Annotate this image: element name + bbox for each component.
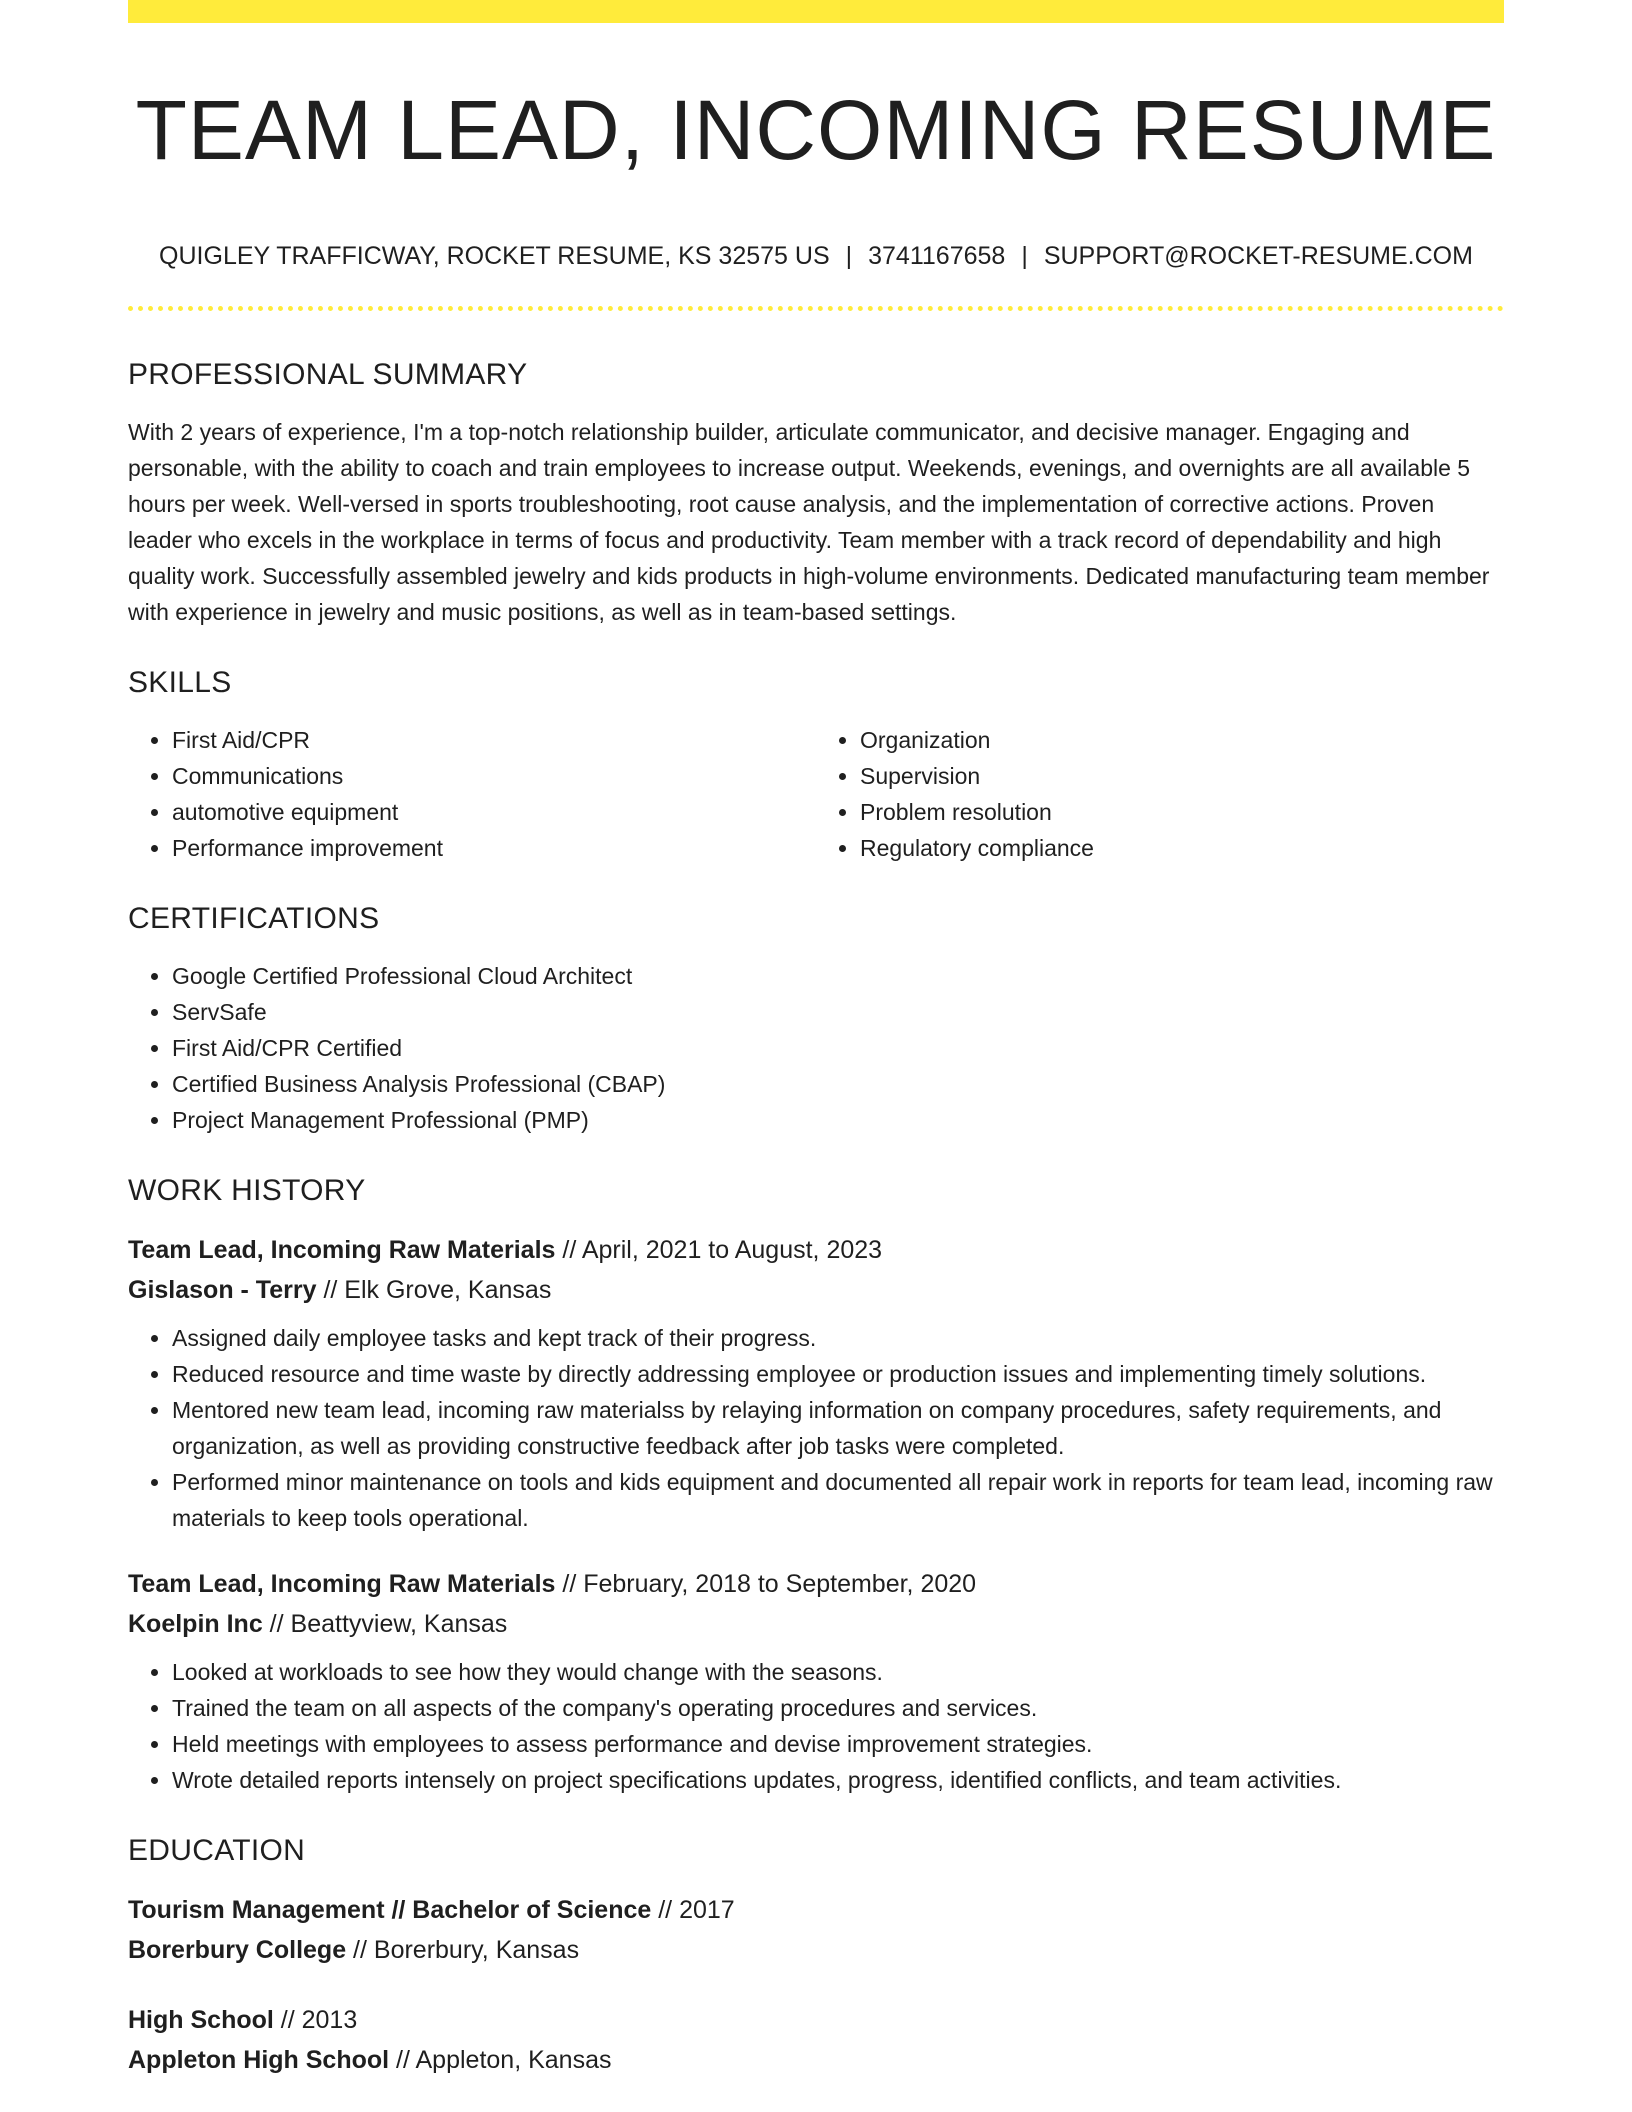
education-spacer: [128, 1970, 1504, 2000]
education-degree-line: [128, 2000, 1504, 2040]
skill-item: • Supervision: [860, 758, 1504, 794]
job-company-line: [128, 1270, 1504, 1310]
dotted-divider: [128, 306, 1504, 311]
skill-item: • Performance improvement: [172, 830, 816, 866]
education-school-line: [128, 1930, 1504, 1970]
certifications-section: [128, 894, 1504, 1138]
job-bullet: • Trained the team on all aspects of the company's operating procedures and services.: [172, 1690, 1504, 1726]
certification-item: • Certified Business Analysis Professional (CBAP): [172, 1066, 1504, 1102]
contact-separator: |: [845, 242, 853, 270]
job-dates: // February, 2018 to September, 2020: [555, 1570, 977, 1598]
job-bullets: [128, 1654, 1504, 1798]
skills-heading: SKILLS: [128, 666, 232, 699]
contact-phone: 3741167658: [868, 242, 1006, 270]
summary-section: [128, 350, 1504, 630]
education-degree: Tourism Management // Bachelor of Science: [128, 1896, 652, 1924]
education-year: // 2017: [651, 1896, 735, 1924]
job-bullet: • Looked at workloads to see how they would change with the seasons.: [172, 1654, 1504, 1690]
work-history-section: [128, 1166, 1504, 1798]
job-dates: // April, 2021 to August, 2023: [555, 1236, 883, 1264]
contact-separator: |: [1021, 242, 1028, 270]
education-school: Appleton High School: [128, 2046, 390, 2074]
contact-line: [128, 236, 1504, 276]
job-entry: [128, 1230, 1504, 1536]
skill-item: • Organization: [860, 722, 1504, 758]
accent-top-bar: [128, 0, 1504, 23]
resume-body: [128, 350, 1504, 2080]
job-bullet: • Performed minor maintenance on tools and kids equipment and documented all repair work in reports for team lead, incoming raw materials to keep tools operational.: [172, 1464, 1504, 1536]
education-section: [128, 1826, 1504, 2080]
education-entry: [128, 2000, 1504, 2080]
job-spacer: [128, 1536, 1504, 1564]
job-bullet: • Wrote detailed reports intensely on project specifications updates, progress, identified conflicts, and team activities.: [172, 1762, 1504, 1798]
job-bullet: • Reduced resource and time waste by directly addressing employee or production issues and implementing timely solutions.: [172, 1356, 1504, 1392]
skill-item: • First Aid/CPR: [172, 722, 816, 758]
job-title: Team Lead, Incoming Raw Materials: [128, 1236, 556, 1264]
job-title-line: [128, 1230, 1504, 1270]
certification-item: • First Aid/CPR Certified: [172, 1030, 1504, 1066]
certification-item: • Project Management Professional (PMP): [172, 1102, 1504, 1138]
job-company: Gislason - Terry: [128, 1276, 317, 1304]
job-location: // Beattyview, Kansas: [262, 1610, 508, 1638]
education-heading: EDUCATION: [128, 1834, 306, 1867]
job-entry: [128, 1564, 1504, 1798]
job-bullet: • Held meetings with employees to assess performance and devise improvement strategies.: [172, 1726, 1504, 1762]
skill-item: • Regulatory compliance: [860, 830, 1504, 866]
skills-grid: [128, 722, 1504, 866]
job-bullets: [128, 1320, 1504, 1536]
education-year: // 2013: [273, 2006, 358, 2034]
job-location: // Elk Grove, Kansas: [316, 1276, 552, 1304]
job-title-line: [128, 1564, 1504, 1604]
job-company-line: [128, 1604, 1504, 1644]
summary-heading: PROFESSIONAL SUMMARY: [128, 358, 528, 391]
education-location: // Appleton, Kansas: [389, 2046, 612, 2074]
job-title: Team Lead, Incoming Raw Materials: [128, 1570, 556, 1598]
education-degree: High School: [128, 2006, 274, 2034]
summary-text: With 2 years of experience, I'm a top-notch relationship builder, articulate communicator, and decisive manager. Engaging and personable, with the ability to coach and train employees to increase output. Weekends, evenings, and overnights are all available 5 hours per week. Well-versed in sports troubleshooting, root cause analysis, and the implementation of corrective actions. Proven leader who excels in the workplace in terms of focus and productivity. Team member with a track record of dependability and high quality work. Successfully assembled jewelry and kids products in high-volume environments. Dedicated manufacturing team member with experience in jewelry and music positions, as well as in team-based settings.: [128, 419, 1490, 625]
education-degree-line: [128, 1890, 1504, 1930]
skill-item: • automotive equipment: [172, 794, 816, 830]
certifications-list: [128, 958, 1504, 1138]
education-school: Borerbury College: [128, 1936, 347, 1964]
skills-list-right: [816, 722, 1504, 866]
certification-item: • ServSafe: [172, 994, 1504, 1030]
job-company: Koelpin Inc: [128, 1610, 263, 1638]
certification-item: • Google Certified Professional Cloud Architect: [172, 958, 1504, 994]
skill-item: • Communications: [172, 758, 816, 794]
skill-item: • Problem resolution: [860, 794, 1504, 830]
job-bullet: • Mentored new team lead, incoming raw materialss by relaying information on company procedures, safety requirements, and organization, as well as providing constructive feedback after job tasks were completed.: [172, 1392, 1504, 1464]
education-entry: [128, 1890, 1504, 1970]
education-location: // Borerbury, Kansas: [346, 1936, 580, 1964]
skills-section: [128, 658, 1504, 866]
resume-title: TEAM LEAD, INCOMING RESUME: [135, 83, 1497, 177]
work-history-heading: WORK HISTORY: [128, 1174, 366, 1207]
skills-list-left: [128, 722, 816, 866]
certifications-heading: CERTIFICATIONS: [128, 902, 380, 935]
contact-email[interactable]: SUPPORT@ROCKET-RESUME.COM: [1043, 242, 1473, 270]
contact-address: QUIGLEY TRAFFICWAY, ROCKET RESUME, KS 32575 US: [159, 242, 830, 270]
education-school-line: [128, 2040, 1504, 2080]
job-bullet: • Assigned daily employee tasks and kept track of their progress.: [172, 1320, 1504, 1356]
